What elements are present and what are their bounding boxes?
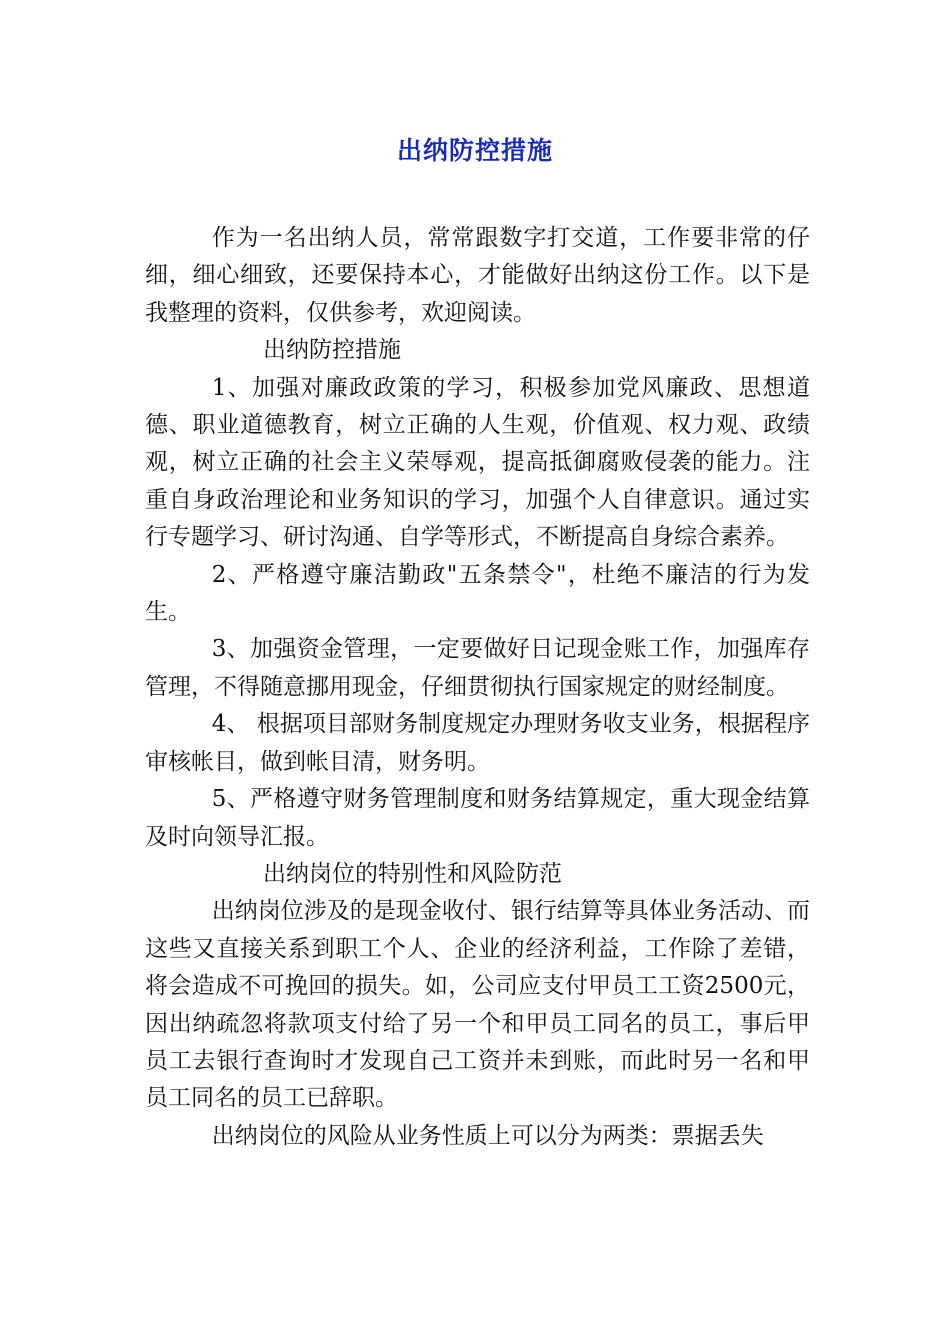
- measure-item-2: 2、严格遵守廉洁勤政"五条禁令"，杜绝不廉洁的行为发生。: [145, 561, 810, 626]
- measure-item-5: 5、严格遵守财务管理制度和财务结算规定，重大现金结算及时向领导汇报。: [145, 786, 810, 850]
- section-heading: 出纳防控措施: [263, 337, 401, 364]
- measure-item-1: 1、加强对廉政政策的学习，积极参加党风廉政、思想道德、职业道德教育，树立正确的人生观，价值观、权力观、政绩观，树立正确的社会主义荣辱观，提高抵御腐败侵袭的能力。注重自身政治理论和业务知识的学习，加强个人自律意识。通过实行专题学习、研讨沟通、自学等形式，不断提高自身综合素养。: [145, 374, 810, 551]
- document-title: 出纳防控措施: [396, 136, 553, 165]
- section-heading: 出纳岗位的特别性和风险防范: [263, 860, 562, 887]
- body-paragraph: 出纳岗位涉及的是现金收付、银行结算等具体业务活动、而这些又直接关系到职工个人、企业的经济利益，工作除了差错，将会造成不可挽回的损失。如，公司应支付甲员工工资2500元，因出纳疏忽将款项支付给了另一个和甲员工同名的员工，事后甲员工去银行查询时才发现自己工资并未到账，而此时另一名和甲员工同名的员工已辞职。: [145, 898, 810, 1112]
- measure-item-3: 3、加强资金管理，一定要做好日记现金账工作，加强库存管理，不得随意挪用现金，仔细贯彻执行国家规定的财经制度。: [145, 636, 810, 700]
- intro-paragraph: 作为一名出纳人员，常常跟数字打交道，工作要非常的仔细，细心细致，还要保持本心，才能做好出纳这份工作。以下是我整理的资料，仅供参考，欢迎阅读。: [145, 225, 810, 326]
- document-body: [145, 220, 810, 1155]
- measure-item-4: 4、 根据项目部财务制度规定办理财务收支业务，根据程序审核帐目，做到帐目清，财务明。: [145, 711, 810, 775]
- body-paragraph: 出纳岗位的风险从业务性质上可以分为两类：票据丢失: [211, 1122, 764, 1149]
